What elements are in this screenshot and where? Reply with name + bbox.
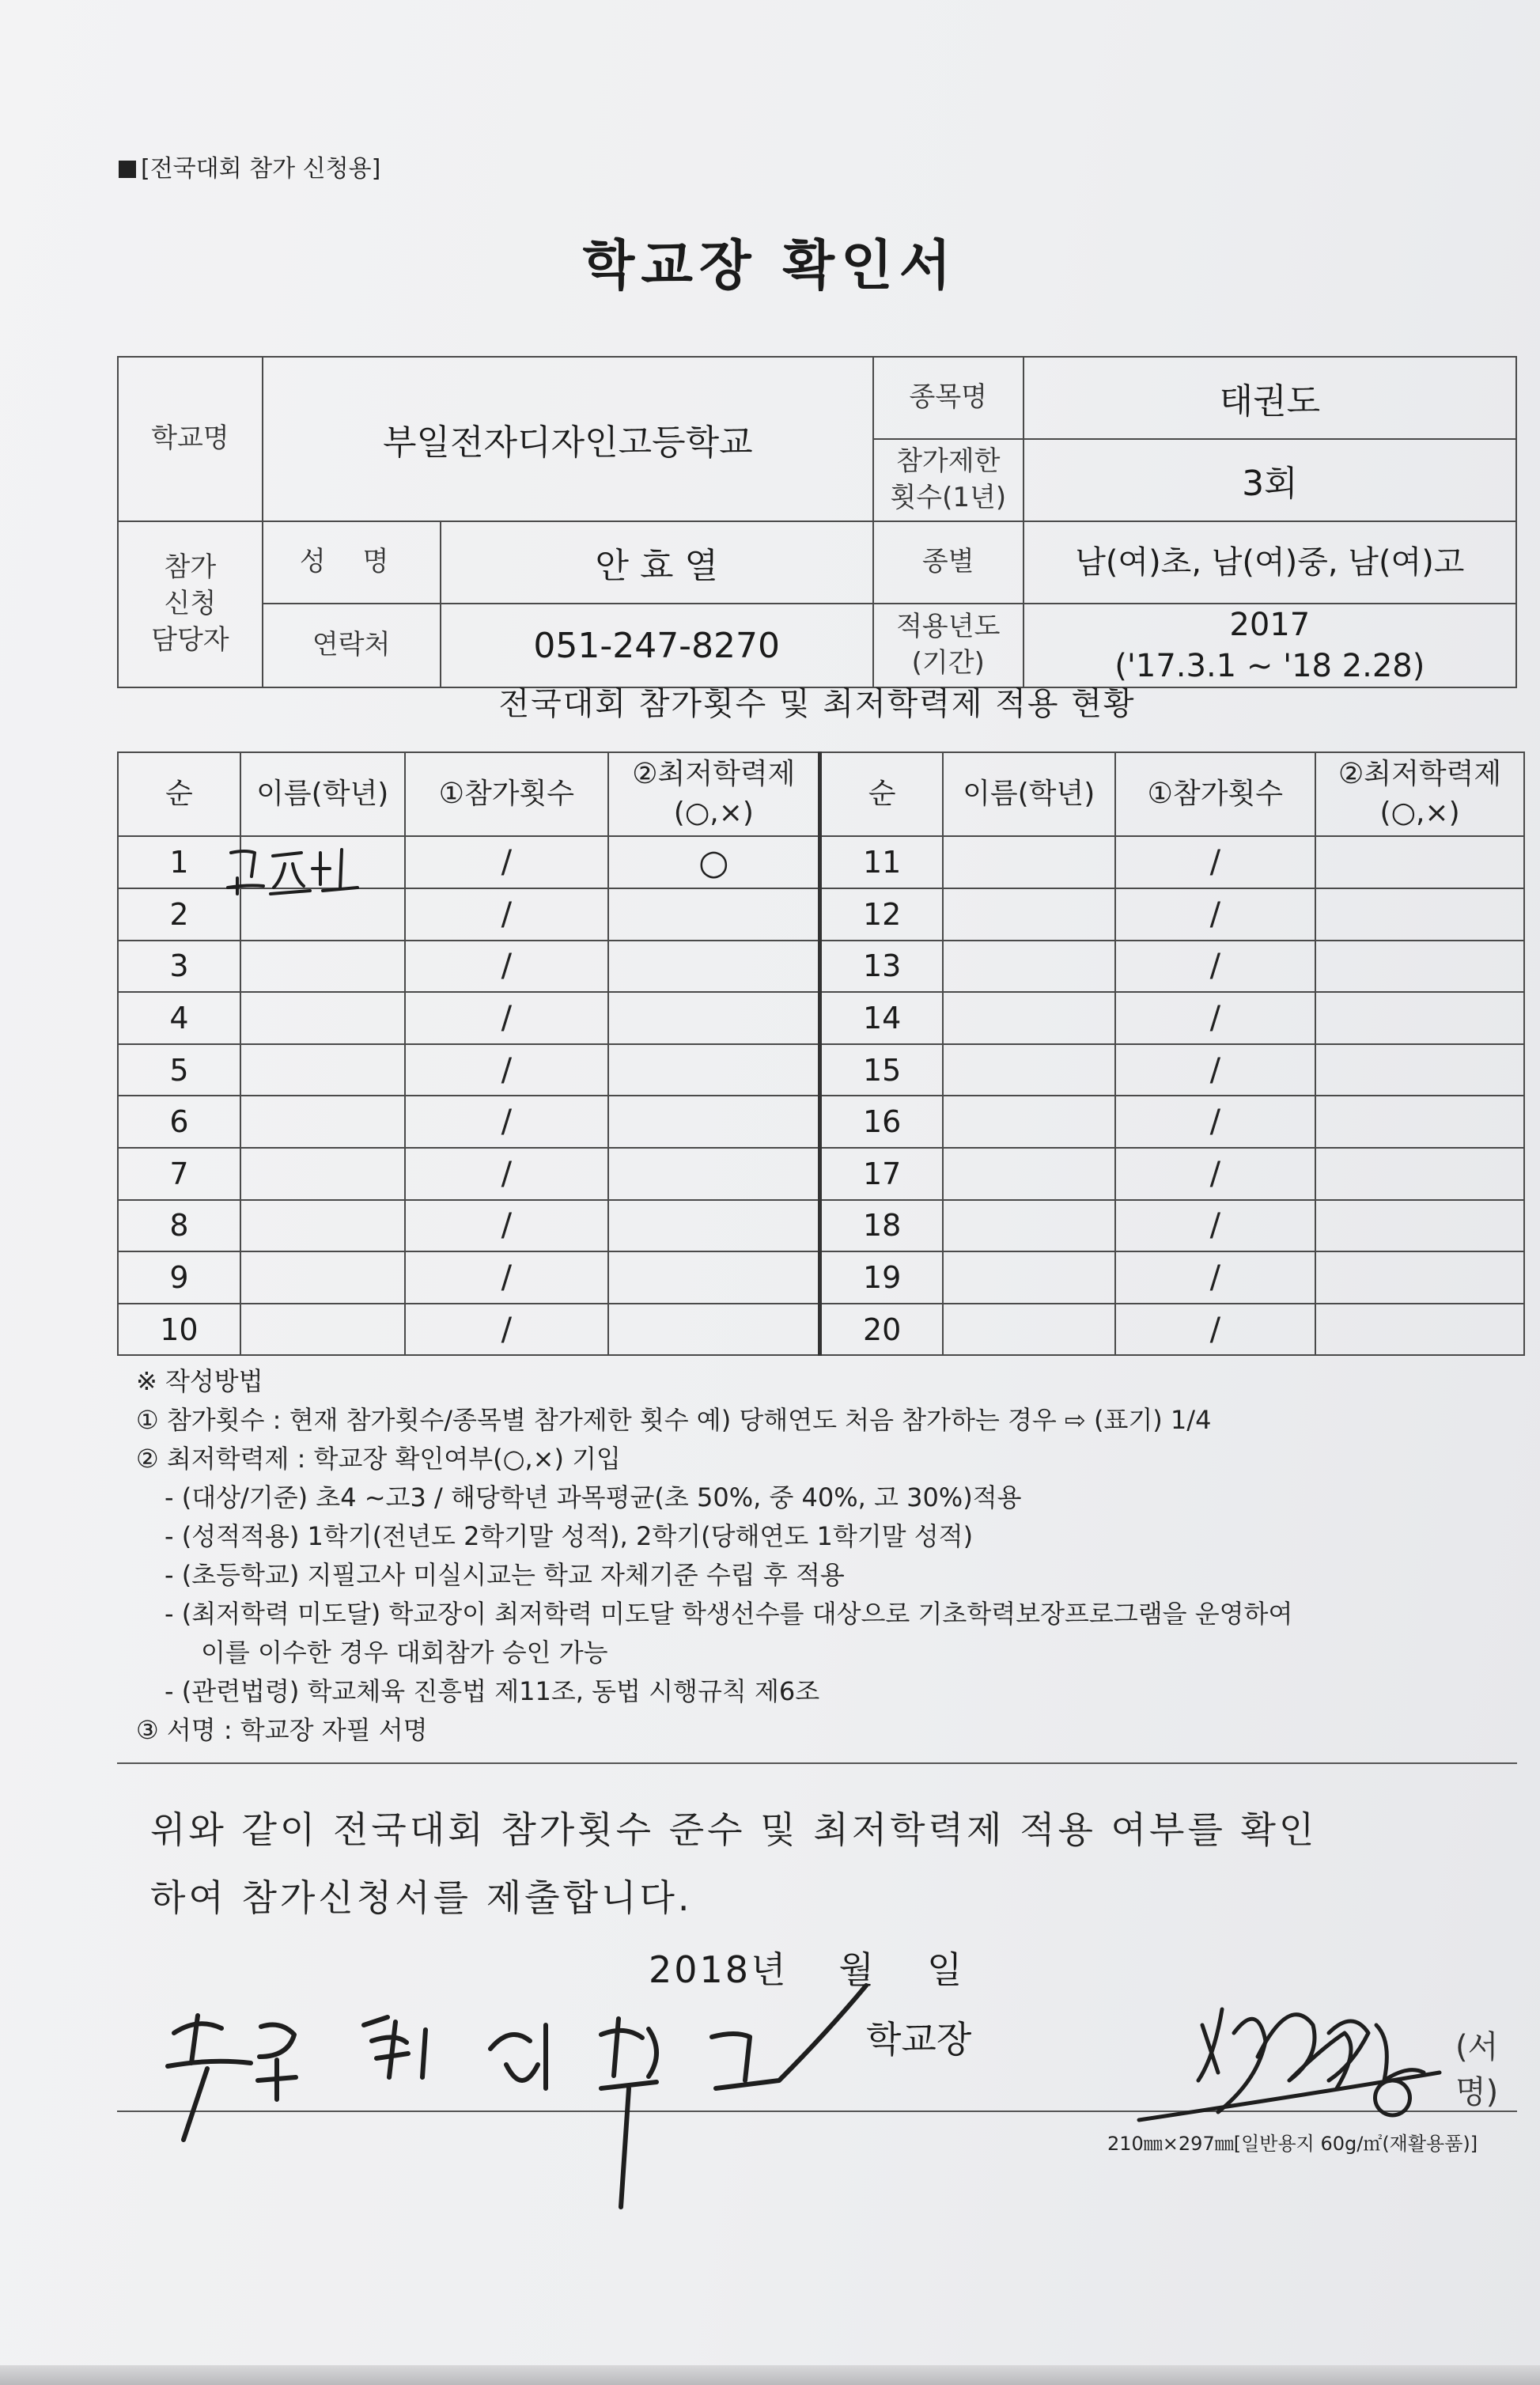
row-no-right: 18 xyxy=(862,1208,902,1244)
apply-year-value-line1: 2017 xyxy=(1229,607,1311,643)
event-name-label: 종목명 xyxy=(873,357,1024,439)
status-table-title: 전국대회 참가횟수 및 최저학력제 적용 현황 xyxy=(498,686,1136,722)
row-no: 4 xyxy=(169,1000,189,1035)
header-min-academic-right-line2: (○,×) xyxy=(1379,797,1460,829)
note-elementary: - (초등학교) 지필고사 미실시교는 학교 자체기준 수립 후 적용 xyxy=(165,1560,845,1590)
statement-line2: 하여 참가신청서를 제출합니다. xyxy=(150,1876,693,1919)
row-no-right: 15 xyxy=(862,1052,902,1088)
row-no: 7 xyxy=(169,1156,189,1191)
row-no-right: 19 xyxy=(862,1259,902,1295)
contact-value: 051-247-8270 xyxy=(441,604,873,687)
row-no-right: 12 xyxy=(862,896,902,932)
note-count: ① 참가횟수 : 현재 참가횟수/종목별 참가제한 횟수 예) 당해연도 처음 참가하는 경우 ⇨ (표기) 1/4 xyxy=(136,1405,1212,1435)
row-no: 6 xyxy=(169,1104,189,1140)
date-year: 2018년 xyxy=(649,1948,789,1991)
note-related-law: - (관련법령) 학교체육 진흥법 제11조, 동법 시행규칙 제6조 xyxy=(165,1676,820,1706)
event-name-value: 태권도 xyxy=(1024,357,1516,439)
header-count-right: ①참가횟수 xyxy=(1115,752,1316,836)
row-count: / xyxy=(501,1104,513,1141)
note-below-minimum-continued: 이를 이수한 경우 대회참가 승인 가능 xyxy=(201,1637,608,1668)
row-no: 9 xyxy=(169,1259,189,1295)
participation-limit-value: 3회 xyxy=(1024,439,1516,521)
row-count-right: / xyxy=(1209,999,1221,1036)
row-no: 8 xyxy=(169,1208,189,1244)
note-target-criteria: - (대상/기준) 초4 ~고3 / 해당학년 과목평균(초 50%, 중 40%, 고 30%)적용 xyxy=(165,1482,1022,1512)
row-count-right: / xyxy=(1209,1259,1221,1296)
header-min-academic-line2: (○,×) xyxy=(673,797,754,829)
contact-label: 연락처 xyxy=(263,604,441,687)
row-count: / xyxy=(501,844,513,880)
row-count-right: / xyxy=(1209,1311,1221,1348)
row-no-right: 16 xyxy=(862,1104,902,1140)
signature-label: (서명) xyxy=(1455,2029,1499,2111)
school-name-label: 학교명 xyxy=(118,357,263,521)
header-no-right: 순 xyxy=(820,752,943,836)
row-count-right: / xyxy=(1209,895,1221,933)
note-min-academic: ② 최저학력제 : 학교장 확인여부(○,×) 기입 xyxy=(136,1444,621,1474)
principal-signature xyxy=(1139,2009,1440,2120)
handwritten-row1-name xyxy=(228,850,358,894)
row-no-right: 11 xyxy=(862,845,902,880)
row-count-right: / xyxy=(1209,1104,1221,1141)
manager-name-label: 성 명 xyxy=(263,521,441,604)
header-count: ①참가횟수 xyxy=(405,752,609,836)
header-name-right: 이름(학년) xyxy=(943,752,1115,836)
principal-label: 학교장 xyxy=(866,2018,972,2061)
note-grade-application: - (성적적용) 1학기(전년도 2학기말 성적), 2학기(당해연도 1학기말 성적) xyxy=(165,1521,974,1551)
header-name: 이름(학년) xyxy=(240,752,405,836)
row-count: / xyxy=(501,1311,513,1348)
paper-spec: 210㎜×297㎜[일반용지 60g/㎡(재활용품)] xyxy=(1107,2133,1478,2155)
row-no-right: 20 xyxy=(862,1312,902,1347)
row-min-academic: ○ xyxy=(698,842,729,883)
row-count: / xyxy=(501,1155,513,1192)
row-no: 5 xyxy=(169,1052,189,1088)
date-month: 월 xyxy=(838,1948,876,1991)
row-count: / xyxy=(501,999,513,1036)
row-count-right: / xyxy=(1209,1051,1221,1088)
row-count-right: / xyxy=(1209,844,1221,880)
note-below-minimum: - (최저학력 미도달) 학교장이 최저학력 미도달 학생선수를 대상으로 기초학력보장프로그램을 운영하여 xyxy=(165,1599,1293,1629)
manager-label-line3: 담당자 xyxy=(151,623,229,656)
handwritten-school-name xyxy=(168,1986,866,2207)
header-min-academic-line1: ②최저학력제 xyxy=(632,758,796,791)
manager-label-line1: 참가 xyxy=(164,551,217,584)
header-no: 순 xyxy=(118,752,240,836)
header-min-academic-right-line1: ②최저학력제 xyxy=(1338,758,1502,791)
apply-year-label-line1: 적용년도 xyxy=(896,611,1001,643)
row-count-right: / xyxy=(1209,948,1221,985)
participation-limit-label-line2: 횟수(1년) xyxy=(890,482,1007,513)
category-label: 종별 xyxy=(873,521,1024,604)
document-type-text: [전국대회 참가 신청용] xyxy=(141,155,381,183)
row-count-right: / xyxy=(1209,1155,1221,1192)
row-no: 1 xyxy=(169,845,189,880)
school-name-value: 부일전자디자인고등학교 xyxy=(263,357,873,521)
row-count: / xyxy=(501,895,513,933)
notes-heading: ※ 작성방법 xyxy=(136,1366,263,1396)
participation-limit-label-line1: 참가제한 xyxy=(896,445,1001,478)
apply-year-value-line2: ('17.3.1 ~ '18 2.28) xyxy=(1114,648,1425,684)
category-value: 남(여)초, 남(여)중, 남(여)고 xyxy=(1024,521,1516,604)
row-count: / xyxy=(501,1259,513,1296)
date-day: 일 xyxy=(926,1948,965,1991)
manager-label-line2: 신청 xyxy=(164,588,217,620)
row-count: / xyxy=(501,948,513,985)
row-count-right: / xyxy=(1209,1207,1221,1244)
manager-name-value: 안 효 열 xyxy=(441,521,873,604)
apply-year-label-line2: (기간) xyxy=(911,647,985,679)
row-no-right: 14 xyxy=(862,1000,902,1035)
document-title: 학교장 확인서 xyxy=(582,235,958,297)
statement-line1: 위와 같이 전국대회 참가횟수 준수 및 최저학력제 적용 여부를 확인 xyxy=(150,1808,1318,1851)
row-no: 2 xyxy=(169,896,189,932)
note-signature: ③ 서명 : 학교장 자필 서명 xyxy=(136,1715,428,1745)
row-no-right: 13 xyxy=(862,948,902,984)
row-no: 3 xyxy=(169,948,189,984)
row-no-right: 17 xyxy=(862,1156,902,1191)
row-count: / xyxy=(501,1207,513,1244)
row-no: 10 xyxy=(160,1312,199,1347)
row-count: / xyxy=(501,1051,513,1088)
